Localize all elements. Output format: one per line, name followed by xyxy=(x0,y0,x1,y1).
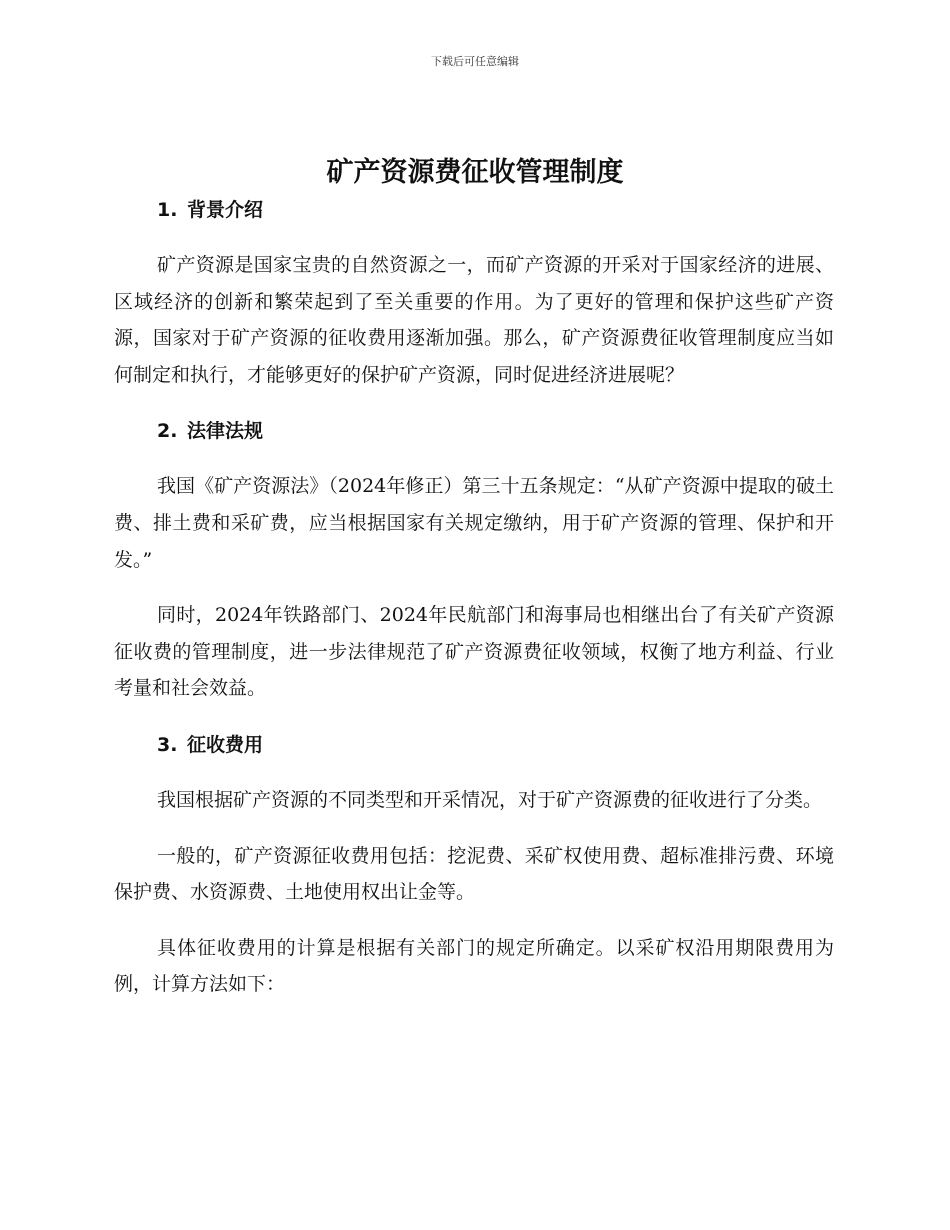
section-number: 3. xyxy=(157,733,178,756)
paragraph: 矿产资源是国家宝贵的自然资源之一，而矿产资源的开采对于国家经济的进展、区域经济的创新和繁荣起到了至关重要的作用。为了更好的管理和保护这些矿产资源，国家对于矿产资源的征收费用逐渐加强。那么，矿产资源费征收管理制度应当如何制定和执行，才能够更好的保护矿产资源，同时促进经济进展呢？ xyxy=(114,254,834,386)
section-heading-fees xyxy=(114,726,834,764)
section-title: 征收费用 xyxy=(187,733,264,756)
section-title: 法律法规 xyxy=(187,420,264,443)
section-heading-laws xyxy=(114,412,834,450)
section-heading-background xyxy=(114,191,834,229)
paragraph: 我国根据矿产资源的不同类型和开采情况，对于矿产资源费的征收进行了分类。 xyxy=(157,788,823,811)
header-note: 下载后可任意编辑 xyxy=(431,55,519,68)
section-number: 2. xyxy=(157,420,178,443)
paragraph: 具体征收费用的计算是根据有关部门的规定所确定。以采矿权沿用期限费用为例，计算方法如下： xyxy=(114,936,834,996)
section-number: 1. xyxy=(157,199,178,221)
paragraph: 我国《矿产资源法》（2024年修正）第三十五条规定：“从矿产资源中提取的破土费、排土费和采矿费，应当根据国家有关规定缴纳，用于矿产资源的管理、保护和开发。” xyxy=(114,475,834,571)
document-title: 矿产资源费征收管理制度 xyxy=(326,157,624,188)
paragraph: 一般的，矿产资源征收费用包括：挖泥费、采矿权使用费、超标准排污费、环境保护费、水资源费、土地使用权出让金等。 xyxy=(114,844,834,904)
paragraph: 同时，2024年铁路部门、2024年民航部门和海事局也相继出台了有关矿产资源征收费的管理制度，进一步法律规范了矿产资源费征收领域，权衡了地方利益、行业考量和社会效益。 xyxy=(114,604,834,700)
section-title: 背景介绍 xyxy=(187,199,264,221)
document-body xyxy=(114,191,834,1003)
